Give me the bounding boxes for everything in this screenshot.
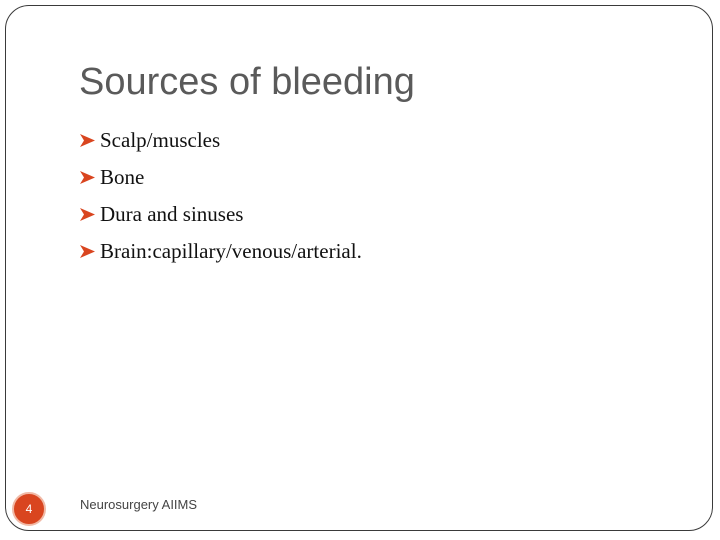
arrow-bullet-icon xyxy=(79,206,96,223)
footer-text: Neurosurgery AIIMS xyxy=(80,497,198,512)
arrow-bullet-icon xyxy=(79,243,96,260)
slide-title: Sources of bleeding xyxy=(79,61,415,103)
arrow-bullet-icon xyxy=(79,169,96,186)
page-number-badge xyxy=(12,492,46,526)
bullet-item xyxy=(79,122,362,159)
arrow-bullet-icon xyxy=(79,132,96,149)
bullet-item xyxy=(79,159,362,196)
bullet-text: Bone xyxy=(100,165,145,189)
page-number: 4 xyxy=(25,502,33,516)
bullet-item xyxy=(79,196,362,233)
bullet-text: Scalp/muscles xyxy=(100,128,221,152)
bullet-item xyxy=(79,233,362,270)
bullet-text: Brain:capillary/venous/arterial. xyxy=(100,239,362,263)
bullet-text: Dura and sinuses xyxy=(100,202,244,226)
bullet-list xyxy=(79,122,362,270)
